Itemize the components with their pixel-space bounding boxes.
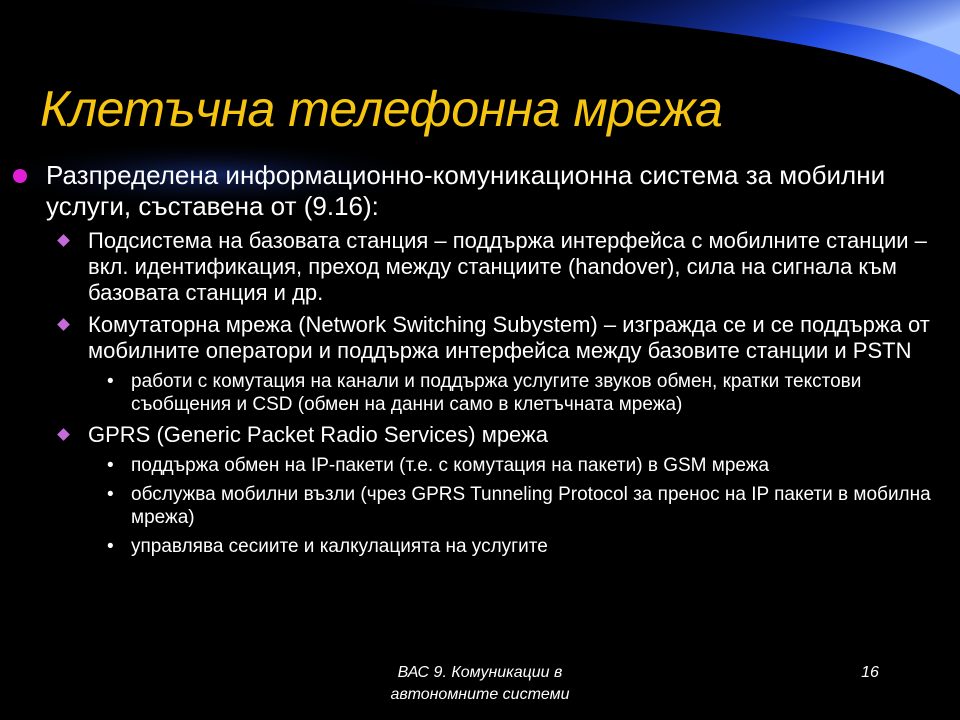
dot-bullet-icon: • — [107, 536, 114, 557]
slide-content — [0, 160, 960, 564]
main-bullet-item — [0, 160, 960, 222]
main-bullet-text: Разпределена информационно-комуникационна система за мобилни услуги, съставена от (9.16): — [46, 160, 886, 221]
sub-sub-item-text: обслужва мобилни възли (чрез GPRS Tunneling Protocol за пренос на IP пакети в мобилна мрежа) — [131, 484, 931, 528]
sub-sub-item-text: управлява сесиите и калкулацията на услугите — [131, 536, 548, 557]
purple-diamond-bullet-icon — [57, 234, 70, 247]
footer-line-2: автономните системи — [390, 686, 570, 703]
slide-title: Клетъчна телефонна мрежа — [40, 81, 723, 137]
sub-item — [0, 422, 960, 448]
sub-item-text: GPRS (Generic Packet Radio Services) мрежа — [88, 422, 548, 447]
sub-item-text: Комутаторна мрежа (Network Switching Subystem) – изгражда се и се поддържа от мобилните оператори и поддържа интерфейса между базовите станции и PSTN — [88, 312, 930, 363]
dot-bullet-icon: • — [107, 371, 114, 392]
sub-sub-item — [0, 535, 960, 558]
page-number: 16 — [861, 664, 879, 681]
sub-sub-item — [0, 370, 960, 416]
dot-bullet-icon: • — [107, 484, 114, 505]
sub-sub-item-text: поддържа обмен на IP-пакети (т.е. с комутация на пакети) в GSM мрежа — [131, 455, 770, 476]
magenta-circle-bullet-icon — [13, 169, 27, 183]
purple-diamond-bullet-icon — [57, 428, 70, 441]
sub-item-text: Подсистема на базовата станция – поддържа интерфейса с мобилните станции – вкл. идентификация, преход между станциите (handover), сила на сигнала към базовата станция и др. — [88, 228, 927, 305]
sub-sub-item — [0, 483, 960, 529]
footer-caption — [340, 662, 620, 706]
sub-sub-item-text: работи с комутация на канали и поддържа услугите звуков обмен, кратки текстови съобщения и CSD (обмен на данни само в клетъчната мрежа) — [131, 371, 862, 415]
dot-bullet-icon: • — [107, 455, 114, 476]
footer-line-1: ВАС 9. Комуникации в — [397, 664, 563, 681]
sub-item — [0, 312, 960, 364]
sub-sub-item — [0, 454, 960, 477]
sub-item — [0, 228, 960, 306]
purple-diamond-bullet-icon — [57, 318, 70, 331]
